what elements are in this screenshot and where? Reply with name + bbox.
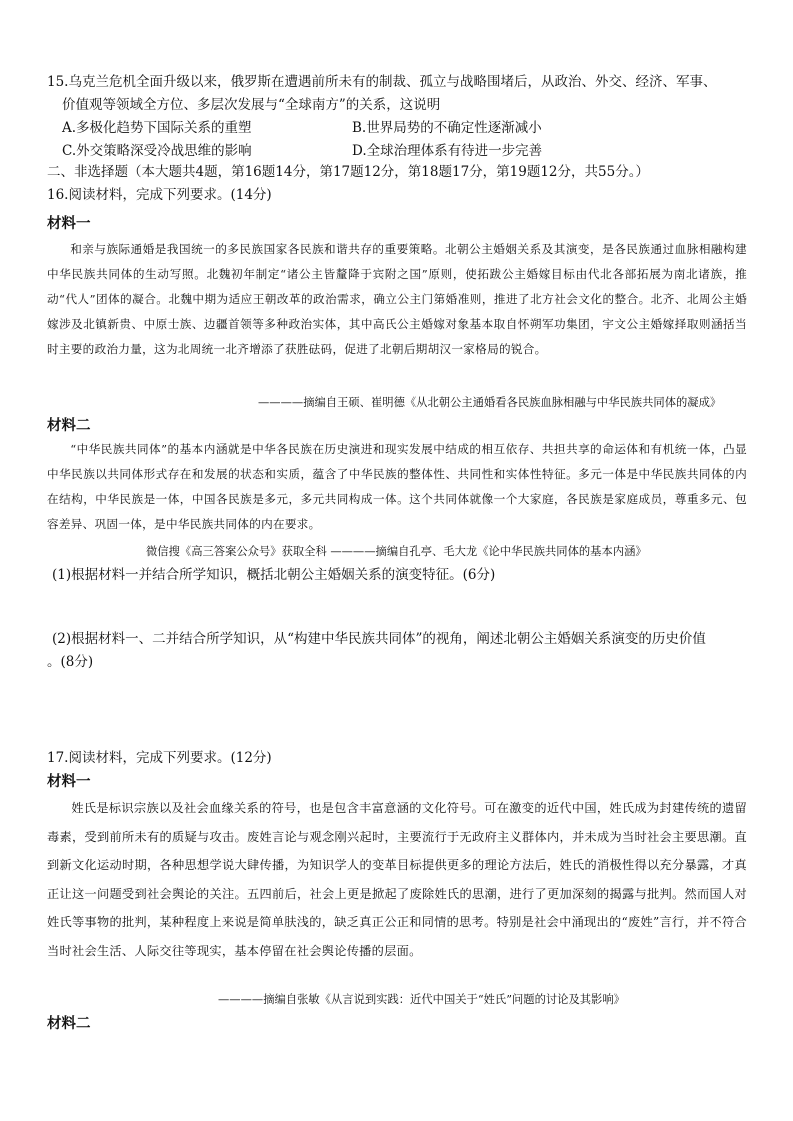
- q15-option-a[interactable]: A.多极化趋势下国际关系的重塑: [62, 120, 252, 136]
- q16-material-2-text: “中华民族共同体”的基本内涵就是中华各民族在历史演进和现实发展中结成的相互依存、共担共享的命运体和有机统一体，凸显中华民族以共同体形式存在和发展的状态和实质，蕴含了中华民族的整体性、共同性和实体性特征。多元一体是中华民族共同体的内在结构，中华民族是一体，中国各民族是多元，多元共同构成一体。这个共同体就像一个大家庭，各民族是家庭成员，尊重多元、包容差异、巩固一体，是中华民族共同体的内在要求。: [47, 442, 747, 531]
- q16-sub-question-2-line1: (2)根据材料一、二并结合所学知识，从“构建中华民族共同体”的视角，阐述北朝公主婚姻关系演变的历史价值: [52, 631, 706, 647]
- q17-title: 17.阅读材料，完成下列要求。(12分): [47, 750, 272, 766]
- q17-material-1-text: 姓氏是标识宗族以及社会血缘关系的符号，也是包含丰富意涵的文化符号。可在激变的近代中国，姓氏成为封建传统的遗留毒素，受到前所未有的质疑与攻击。废姓言论与观念刚兴起时，主要流行于无政府主义群体内，并未成为当时社会主要思潮。直到新文化运动时期，各种思想学说大肆传播，为知识学人的变革目标提供更多的理论方法后，姓氏的消极性得以充分暴露，才真正让这一问题受到社会舆论的关注。五四前后，社会上更是掀起了废除姓氏的思潮，进行了更加深刻的揭露与批判。然而国人对姓氏等事物的批判，某种程度上来说是简单肤浅的，缺乏真正公正和同情的思考。特别是社会中涌现出的“废姓”言行，并不符合当时社会生活、人际交往等现实，基本停留在社会舆论传播的层面。: [47, 801, 747, 958]
- q16-sub-question-2-line2: 。(8分): [47, 654, 94, 670]
- q16-title: 16.阅读材料，完成下列要求。(14分): [47, 187, 272, 203]
- q16-sub-question-1: (1)根据材料一并结合所学知识，概括北朝公主婚姻关系的演变特征。(6分): [52, 567, 496, 583]
- q15-stem-line1: 15.乌克兰危机全面升级以来，俄罗斯在遭遇前所未有的制裁、孤立与战略围堵后，从政治、外交、经济、军事、: [47, 74, 717, 90]
- q15-stem-line2: 价值观等领域全方位、多层次发展与“全球南方”的关系，这说明: [62, 97, 441, 113]
- q16-material-1-text: 和亲与族际通婚是我国统一的多民族国家各民族和谐共存的重要策略。北朝公主婚姻关系及其演变，是各民族通过血脉相融构建中华民族共同体的生动写照。北魏初年制定“诸公主皆釐降于宾附之国”原则，使拓跋公主婚嫁目标由代北各部拓展为南北诸族，推动“代人”团体的凝合。北魏中期为适应王朝改革的政治需求，确立公主门第婚准则，推进了北方社会文化的整合。北齐、北周公主婚嫁涉及北镇新贵、中原士族、边疆首领等多种政治实体，其中高氏公主婚嫁对象基本取自怀朔军功集团，宇文公主婚嫁择取则涵括当时主要的政治力量，这为北周统一北齐增添了获胜砝码，促进了北朝后期胡汉一家格局的锐合。: [47, 242, 747, 356]
- section-2-heading: 二、非选择题（本大题共4题，第16题14分，第17题12分，第18题17分，第19题12分，共55分。）: [47, 164, 649, 180]
- q17-material-1-heading: 材料一: [47, 774, 91, 790]
- q16-material-2-heading: 材料二: [47, 418, 91, 434]
- q17-material-1-source: ————摘编自张敏《从言说到实践：近代中国关于“姓氏”问题的讨论及其影响》: [218, 993, 625, 1006]
- q15-option-c[interactable]: C.外交策略深受冷战思维的影响: [62, 143, 252, 159]
- q16-material-2-source: 微信搜《高三答案公众号》获取全科 ————摘编自孔亭、毛大龙《论中华民族共同体的基本内涵》: [146, 545, 647, 558]
- q17-material-2-heading: 材料二: [47, 1016, 91, 1032]
- q16-material-1-source: ————摘编自王硕、崔明德《从北朝公主通婚看各民族血脉相融与中华民族共同体的凝成》: [258, 396, 722, 409]
- q16-material-1-heading: 材料一: [47, 216, 91, 232]
- q15-option-d[interactable]: D.全球治理体系有待进一步完善: [352, 143, 543, 159]
- q15-option-b[interactable]: B.世界局势的不确定性逐渐减小: [352, 120, 542, 136]
